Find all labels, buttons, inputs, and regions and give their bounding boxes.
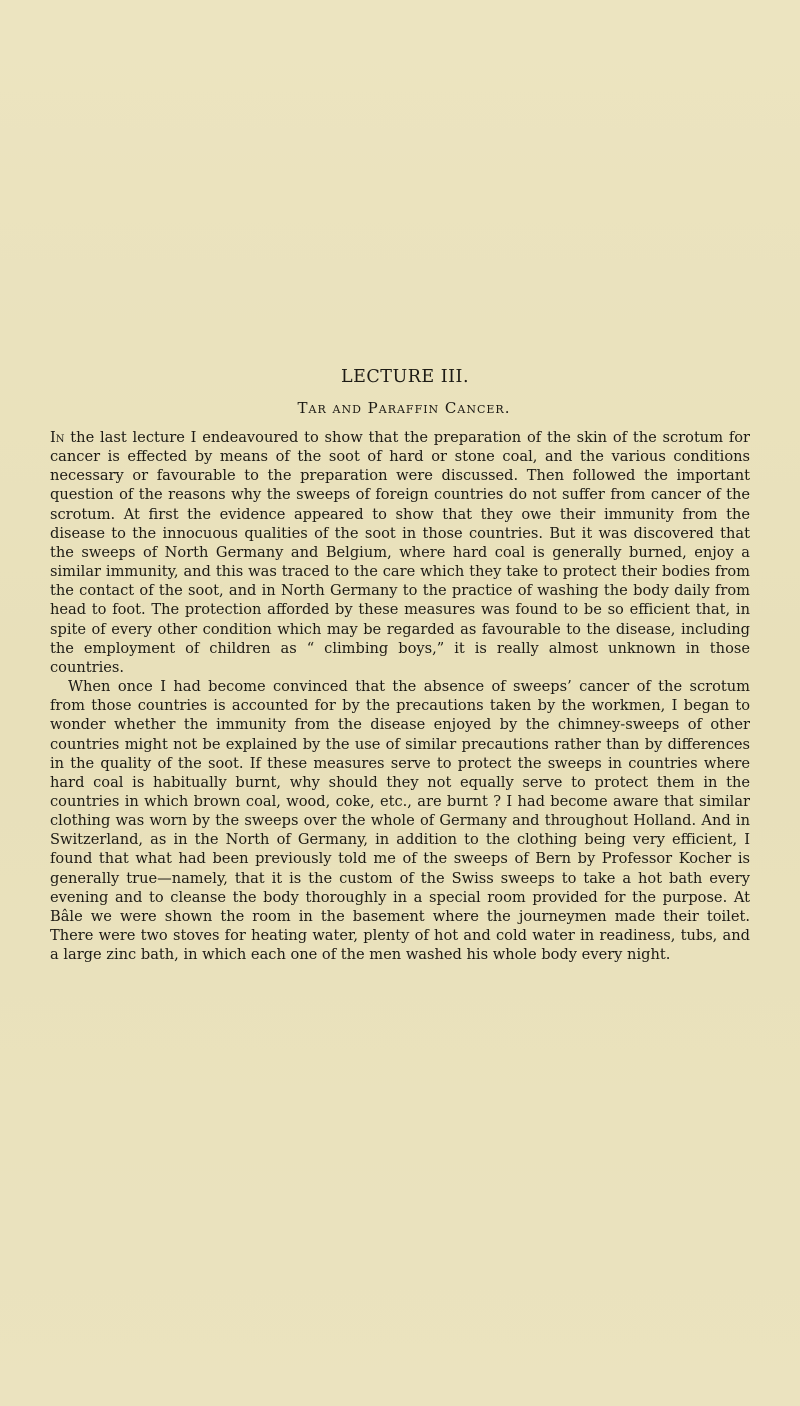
lecture-subtitle: Tar and Paraffin Cancer. bbox=[297, 399, 511, 417]
paragraph-1-body: the last lecture I endeavoured to show that the preparation of the skin of the scrotum for cancer is effected by means of the soot of hard or stone coal, and the various conditions necessary or favourable to the preparation were discussed. Then followed the important question of the reasons why the sweeps of foreign countries do not suffer from cancer of the scrotum. At first the evidence appeared to show that they owe their immunity from the disease to the innocuous qualities of the soot in those countries. But it was discovered that the sweeps of North Germany and Belgium, where hard coal is generally burned, enjoy a similar immunity, and this was traced to the care which they take to protect their bodies from the contact of the soot, and in North Germany to the practice of washing the body daily from head to foot. The protection afforded by these measures was found to be so efficient that, in spite of every other condition which may be regarded as favourable to the disease, including the employment of children as “ climbing boys,” it is really almost unknown in those countries. bbox=[50, 429, 750, 676]
paragraph-1 bbox=[50, 428, 750, 677]
paragraph-lead-word: In bbox=[50, 429, 65, 446]
paragraph-2: When once I had become convinced that the absence of sweeps’ cancer of the scrotum from those countries is accounted for by the precautions taken by the workmen, I began to wonder whether the immunity from the disease enjoyed by the chimney-sweeps of other countries might not be explained by the use of similar precautions rather than by differences in the quality of the soot. If these measures serve to protect the sweeps in countries where hard coal is habitually burnt, why should they not equally serve to protect them in the countries in which brown coal, wood, coke, etc., are burnt ? I had become aware that similar clothing was worn by the sweeps over the whole of Germany and throughout Holland. And in Switzerland, as in the North of Germany, in addition to the clothing being very efficient, I found that what had been previously told me of the sweeps of Bern by Professor Kocher is generally true—namely, that it is the custom of the Swiss sweeps to take a hot bath every evening and to cleanse the body thoroughly in a special room provided for the purpose. At Bâle we were shown the room in the basement where the journeymen made their toilet. There were two stoves for heating water, plenty of hot and cold water in readiness, tubs, and a large zinc bath, in which each one of the men washed his whole body every night. bbox=[50, 678, 750, 964]
lecture-title: LECTURE III. bbox=[340, 367, 470, 387]
page-text bbox=[50, 366, 750, 964]
